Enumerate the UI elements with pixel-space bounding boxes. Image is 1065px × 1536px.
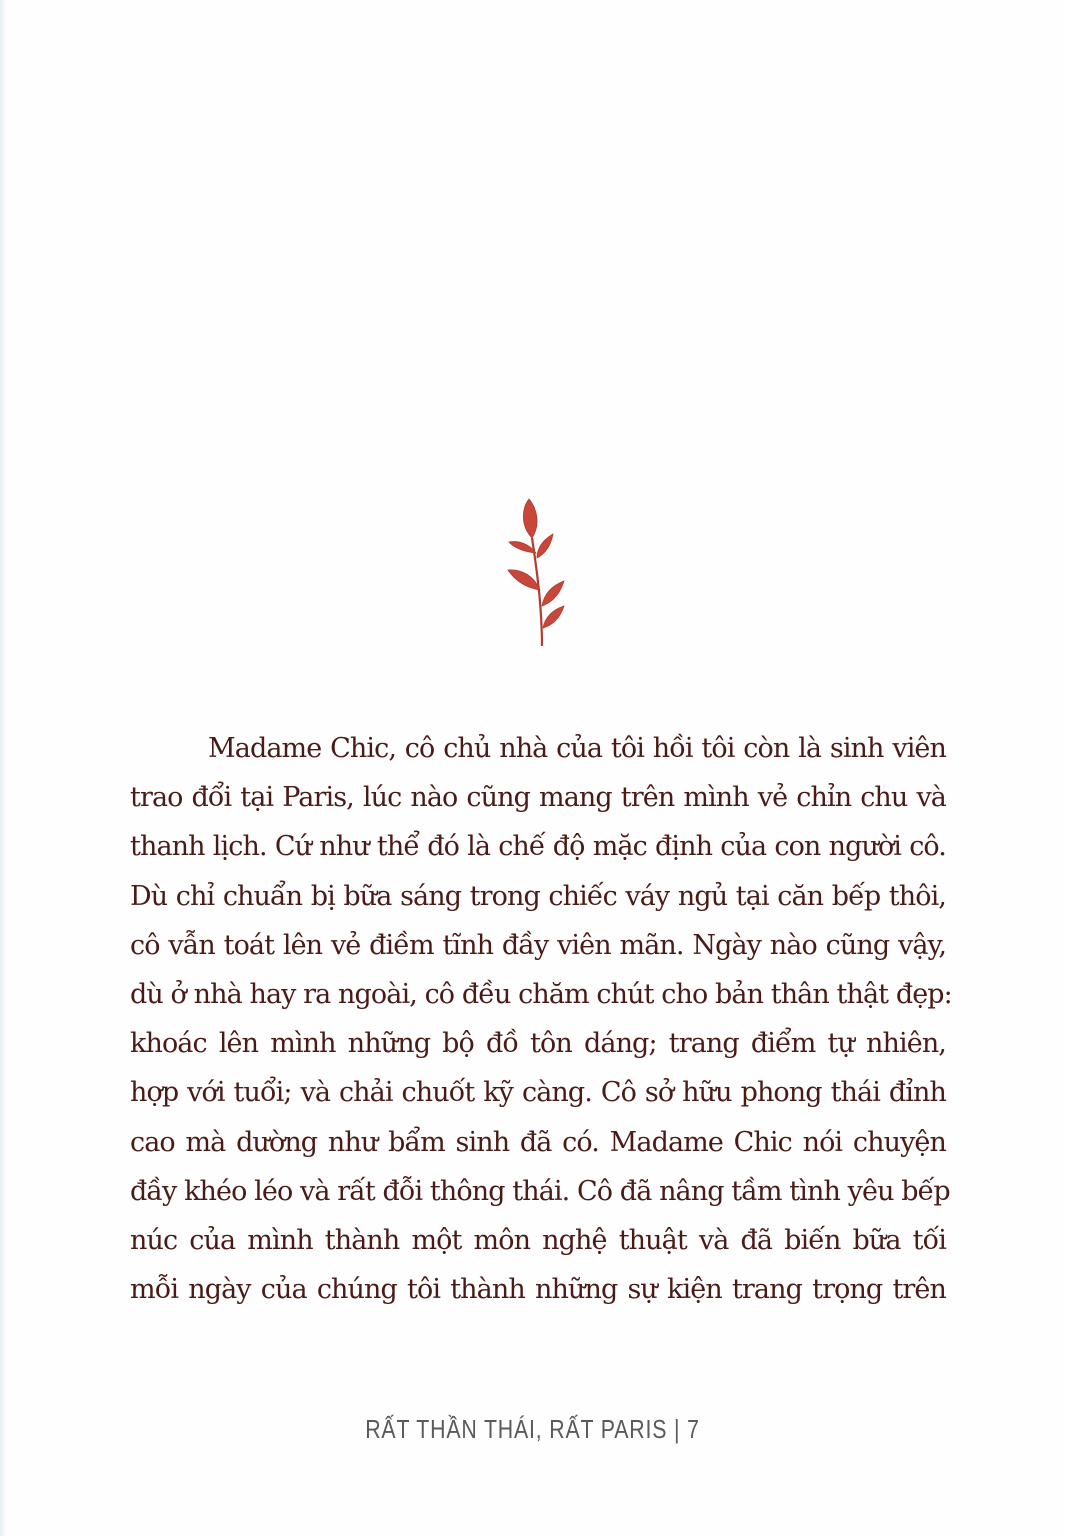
body-paragraph: [130, 724, 952, 1314]
text-line: đầy khéo léo và rất đỗi thông thái. Cô đã nâng tầm tình yêu bếp: [130, 1175, 950, 1207]
running-title: RẤT THẦN THÁI, RẤT PARIS: [365, 1414, 668, 1444]
text-line: cao mà dường như bẩm sinh đã có. Madame Chic nói chuyện: [130, 1126, 946, 1158]
footer-separator: |: [673, 1414, 681, 1444]
text-line: thanh lịch. Cứ như thể đó là chế độ mặc định của con người cô.: [130, 831, 946, 863]
text-line: trao đổi tại Paris, lúc nào cũng mang trên mình vẻ chỉn chu và: [130, 782, 946, 814]
text-line: mỗi ngày của chúng tôi thành những sự kiện trang trọng trên: [130, 1274, 946, 1306]
leaf-sprig-icon: [480, 490, 590, 650]
text-line: dù ở nhà hay ra ngoài, cô đều chăm chút cho bản thân thật đẹp:: [130, 978, 952, 1010]
text-line: núc của mình thành một môn nghệ thuật và đã biến bữa tối: [130, 1224, 946, 1256]
text-line: hợp với tuổi; và chải chuốt kỹ càng. Cô sở hữu phong thái đỉnh: [130, 1077, 946, 1109]
text-line: Madame Chic, cô chủ nhà của tôi hồi tôi còn là sinh viên: [208, 733, 946, 764]
text-line: Dù chỉ chuẩn bị bữa sáng trong chiếc váy ngủ tại căn bếp thôi,: [130, 880, 946, 912]
text-line: cô vẫn toát lên vẻ điềm tĩnh đầy viên mãn. Ngày nào cũng vậy,: [130, 929, 946, 961]
page-number: 7: [687, 1414, 700, 1444]
text-line: khoác lên mình những bộ đồ tôn dáng; trang điểm tự nhiên,: [130, 1028, 946, 1060]
page-edge: [0, 0, 6, 1536]
page-footer: [96, 1414, 969, 1445]
